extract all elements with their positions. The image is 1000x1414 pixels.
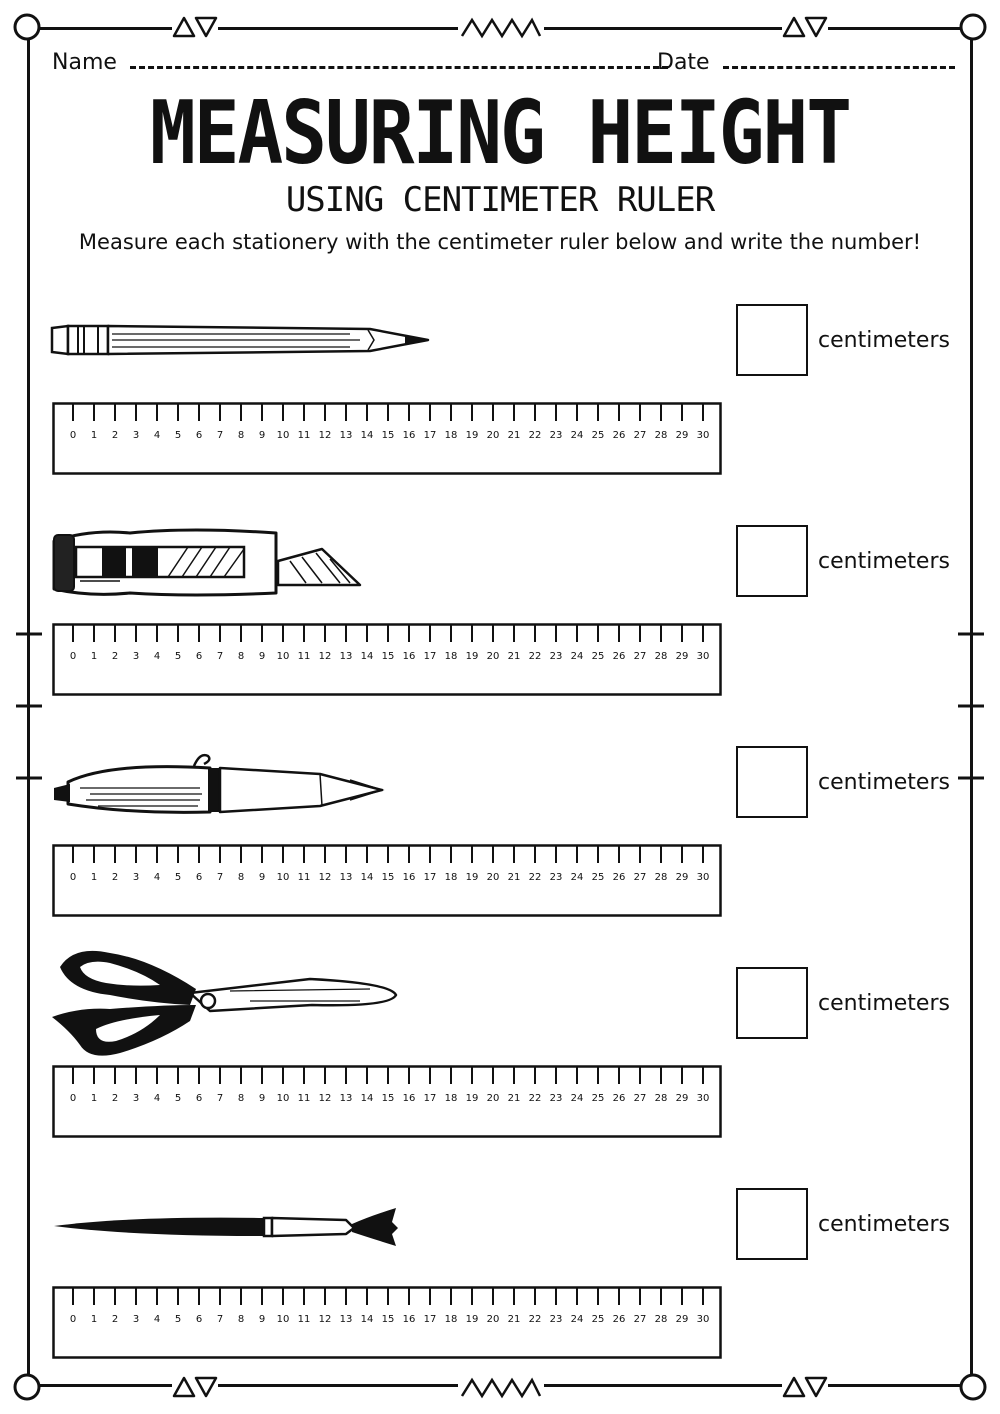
pencil-icon [50,320,440,360]
answer-box[interactable] [736,304,808,376]
ruler-tick-label: 25 [591,430,605,441]
ruler-tick-label: 20 [486,872,500,883]
ruler-tick-label: 0 [69,1314,77,1325]
ruler-tick-label: 12 [318,1093,332,1104]
ruler-tick-label: 30 [696,651,710,662]
ruler-tick-label: 12 [318,651,332,662]
ruler-tick-label: 23 [549,1314,563,1325]
ruler-tick-label: 22 [528,1314,542,1325]
answer-box[interactable] [736,525,808,597]
ruler-tick-label: 11 [297,430,311,441]
ruler-tick-label: 20 [486,651,500,662]
ruler-tick-label: 17 [423,430,437,441]
ruler-tick-label: 6 [195,430,203,441]
ruler-tick-label: 16 [402,430,416,441]
ruler-tick-label: 1 [90,872,98,883]
ruler-tick-label: 19 [465,872,479,883]
ruler-tick-label: 17 [423,1314,437,1325]
ruler-tick-label: 28 [654,651,668,662]
ruler-tick-label: 18 [444,1314,458,1325]
ruler-tick-label: 3 [132,430,140,441]
ruler-tick-label: 19 [465,1093,479,1104]
ruler [52,844,722,917]
ruler-tick-label: 15 [381,1314,395,1325]
ruler-tick-label: 25 [591,1093,605,1104]
item-row-box-cutter [0,511,1000,732]
answer-box[interactable] [736,746,808,818]
ruler-tick-label: 9 [258,430,266,441]
ruler-tick-label: 7 [216,430,224,441]
ruler-tick-label: 4 [153,872,161,883]
ruler-tick-label: 12 [318,1314,332,1325]
ruler-tick-label: 27 [633,430,647,441]
ruler-tick-label: 6 [195,1093,203,1104]
ruler-tick-label: 28 [654,1314,668,1325]
ruler-tick-label: 13 [339,872,353,883]
ruler-tick-label: 14 [360,872,374,883]
ruler-tick-label: 21 [507,1093,521,1104]
ruler-tick-label: 5 [174,1093,182,1104]
ruler-tick-label: 16 [402,872,416,883]
ruler-tick-label: 10 [276,1314,290,1325]
ruler-tick-label: 27 [633,651,647,662]
ruler-tick-label: 3 [132,872,140,883]
ruler-tick-label: 24 [570,651,584,662]
ruler-tick-label: 21 [507,872,521,883]
ruler-tick-label: 24 [570,430,584,441]
ruler-tick-label: 13 [339,651,353,662]
ruler-tick-label: 15 [381,651,395,662]
ruler-tick-label: 5 [174,872,182,883]
ruler-tick-label: 27 [633,1314,647,1325]
ruler-tick-label: 21 [507,430,521,441]
item-row-paintbrush [0,1174,1000,1395]
ruler-tick-label: 23 [549,430,563,441]
ruler-tick-label: 9 [258,651,266,662]
corner-circle-top-right [958,12,988,42]
ruler-tick-label: 13 [339,1314,353,1325]
ruler-tick-label: 16 [402,1314,416,1325]
ruler-tick-label: 18 [444,651,458,662]
ruler-tick-label: 3 [132,1093,140,1104]
ruler-tick-label: 22 [528,872,542,883]
ruler-tick-label: 19 [465,430,479,441]
ruler-tick-label: 0 [69,651,77,662]
ruler-tick-label: 21 [507,651,521,662]
ruler-tick-label: 11 [297,651,311,662]
ruler-tick-label: 15 [381,872,395,883]
ruler-tick-label: 28 [654,430,668,441]
ruler-tick-label: 2 [111,430,119,441]
ruler-tick-label: 1 [90,1314,98,1325]
box-cutter-icon [50,527,370,599]
ruler-tick-label: 5 [174,651,182,662]
zigzag-icon [458,16,544,40]
ruler-tick-label: 6 [195,1314,203,1325]
ruler [52,402,722,475]
pen-icon [50,748,390,818]
unit-label: centimeters [818,770,950,795]
ruler-tick-label: 15 [381,430,395,441]
ruler-tick-label: 25 [591,1314,605,1325]
scissors-icon [50,945,410,1063]
ruler-tick-label: 22 [528,651,542,662]
triangles-icon [170,14,220,40]
unit-label: centimeters [818,328,950,353]
ruler-tick-label: 8 [237,1314,245,1325]
ruler-tick-label: 26 [612,872,626,883]
ruler-tick-label: 4 [153,1314,161,1325]
date-label: Date [657,50,710,75]
date-field[interactable] [657,48,955,75]
ruler-tick-label: 21 [507,1314,521,1325]
ruler-tick-label: 11 [297,1314,311,1325]
ruler-tick-label: 7 [216,1093,224,1104]
ruler-tick-label: 18 [444,1093,458,1104]
ruler-tick-label: 13 [339,1093,353,1104]
triangles-icon [780,14,830,40]
unit-label: centimeters [818,549,950,574]
ruler-tick-label: 23 [549,1093,563,1104]
ruler-tick-label: 3 [132,1314,140,1325]
ruler-tick-label: 4 [153,1093,161,1104]
ruler-tick-label: 1 [90,430,98,441]
ruler-tick-label: 29 [675,651,689,662]
ruler-tick-label: 0 [69,872,77,883]
ruler-tick-label: 28 [654,1093,668,1104]
ruler-tick-label: 6 [195,651,203,662]
ruler-tick-label: 18 [444,872,458,883]
page-subtitle: USING CENTIMETER RULER [285,180,715,220]
ruler [52,623,722,696]
ruler-tick-label: 16 [402,651,416,662]
ruler-tick-label: 1 [90,1093,98,1104]
ruler-tick-label: 9 [258,1093,266,1104]
page-title: MEASURING HEIGHT [149,81,851,184]
ruler-tick-label: 4 [153,651,161,662]
ruler-tick-label: 14 [360,1314,374,1325]
ruler-tick-label: 11 [297,1093,311,1104]
ruler-tick-label: 11 [297,872,311,883]
ruler-tick-label: 0 [69,430,77,441]
ruler [52,1065,722,1138]
ruler-tick-label: 8 [237,651,245,662]
item-row-pencil [0,290,1000,511]
ruler-tick-label: 7 [216,651,224,662]
ruler-tick-label: 8 [237,430,245,441]
ruler-tick-label: 29 [675,1093,689,1104]
item-row-scissors [0,953,1000,1174]
ruler-tick-label: 25 [591,872,605,883]
ruler-tick-label: 2 [111,1093,119,1104]
name-field[interactable] [52,48,668,75]
ruler-tick-label: 10 [276,651,290,662]
unit-label: centimeters [818,991,950,1016]
ruler-tick-label: 15 [381,1093,395,1104]
ruler-tick-label: 14 [360,1093,374,1104]
ruler-tick-label: 24 [570,1093,584,1104]
ruler-tick-label: 7 [216,1314,224,1325]
ruler-tick-label: 28 [654,872,668,883]
ruler-tick-label: 19 [465,651,479,662]
ruler-tick-label: 2 [111,651,119,662]
ruler-tick-label: 5 [174,1314,182,1325]
ruler-tick-label: 26 [612,1093,626,1104]
ruler-tick-label: 13 [339,430,353,441]
name-blank[interactable] [130,48,668,69]
item-row-pen [0,732,1000,953]
ruler-tick-label: 24 [570,1314,584,1325]
ruler-tick-label: 2 [111,1314,119,1325]
date-blank[interactable] [723,48,955,69]
ruler-tick-label: 3 [132,651,140,662]
ruler-tick-label: 26 [612,1314,626,1325]
ruler-tick-label: 23 [549,651,563,662]
ruler-tick-label: 20 [486,1314,500,1325]
ruler-tick-label: 4 [153,430,161,441]
ruler-tick-label: 10 [276,430,290,441]
ruler-tick-label: 29 [675,430,689,441]
ruler-tick-label: 18 [444,430,458,441]
ruler-tick-label: 30 [696,1314,710,1325]
ruler-tick-label: 17 [423,872,437,883]
ruler-tick-label: 27 [633,1093,647,1104]
ruler-tick-label: 7 [216,872,224,883]
ruler-tick-label: 9 [258,1314,266,1325]
ruler-tick-label: 29 [675,1314,689,1325]
ruler-tick-label: 17 [423,1093,437,1104]
unit-label: centimeters [818,1212,950,1237]
paintbrush-icon [50,1204,410,1250]
ruler-tick-label: 17 [423,651,437,662]
ruler-tick-label: 1 [90,651,98,662]
ruler-tick-label: 6 [195,872,203,883]
ruler [52,1286,722,1359]
answer-box[interactable] [736,1188,808,1260]
ruler-tick-label: 30 [696,1093,710,1104]
ruler-tick-label: 10 [276,872,290,883]
ruler-tick-label: 26 [612,430,626,441]
ruler-tick-label: 8 [237,872,245,883]
ruler-tick-label: 0 [69,1093,77,1104]
answer-box[interactable] [736,967,808,1039]
ruler-tick-label: 30 [696,872,710,883]
ruler-tick-label: 12 [318,430,332,441]
ruler-tick-label: 2 [111,872,119,883]
ruler-tick-label: 22 [528,1093,542,1104]
ruler-tick-label: 20 [486,430,500,441]
ruler-tick-label: 8 [237,1093,245,1104]
ruler-tick-label: 12 [318,872,332,883]
instructions: Measure each stationery with the centimeter ruler below and write the number! [78,230,922,254]
ruler-tick-label: 29 [675,872,689,883]
ruler-tick-label: 5 [174,430,182,441]
ruler-tick-label: 20 [486,1093,500,1104]
ruler-tick-label: 14 [360,430,374,441]
ruler-tick-label: 16 [402,1093,416,1104]
ruler-tick-label: 24 [570,872,584,883]
ruler-tick-label: 23 [549,872,563,883]
ruler-tick-label: 30 [696,430,710,441]
ruler-tick-label: 14 [360,651,374,662]
ruler-tick-label: 10 [276,1093,290,1104]
ruler-tick-label: 26 [612,651,626,662]
name-label: Name [52,50,117,75]
ruler-tick-label: 25 [591,651,605,662]
ruler-tick-label: 22 [528,430,542,441]
ruler-tick-label: 9 [258,872,266,883]
corner-circle-top-left [12,12,42,42]
ruler-tick-label: 27 [633,872,647,883]
ruler-tick-label: 19 [465,1314,479,1325]
